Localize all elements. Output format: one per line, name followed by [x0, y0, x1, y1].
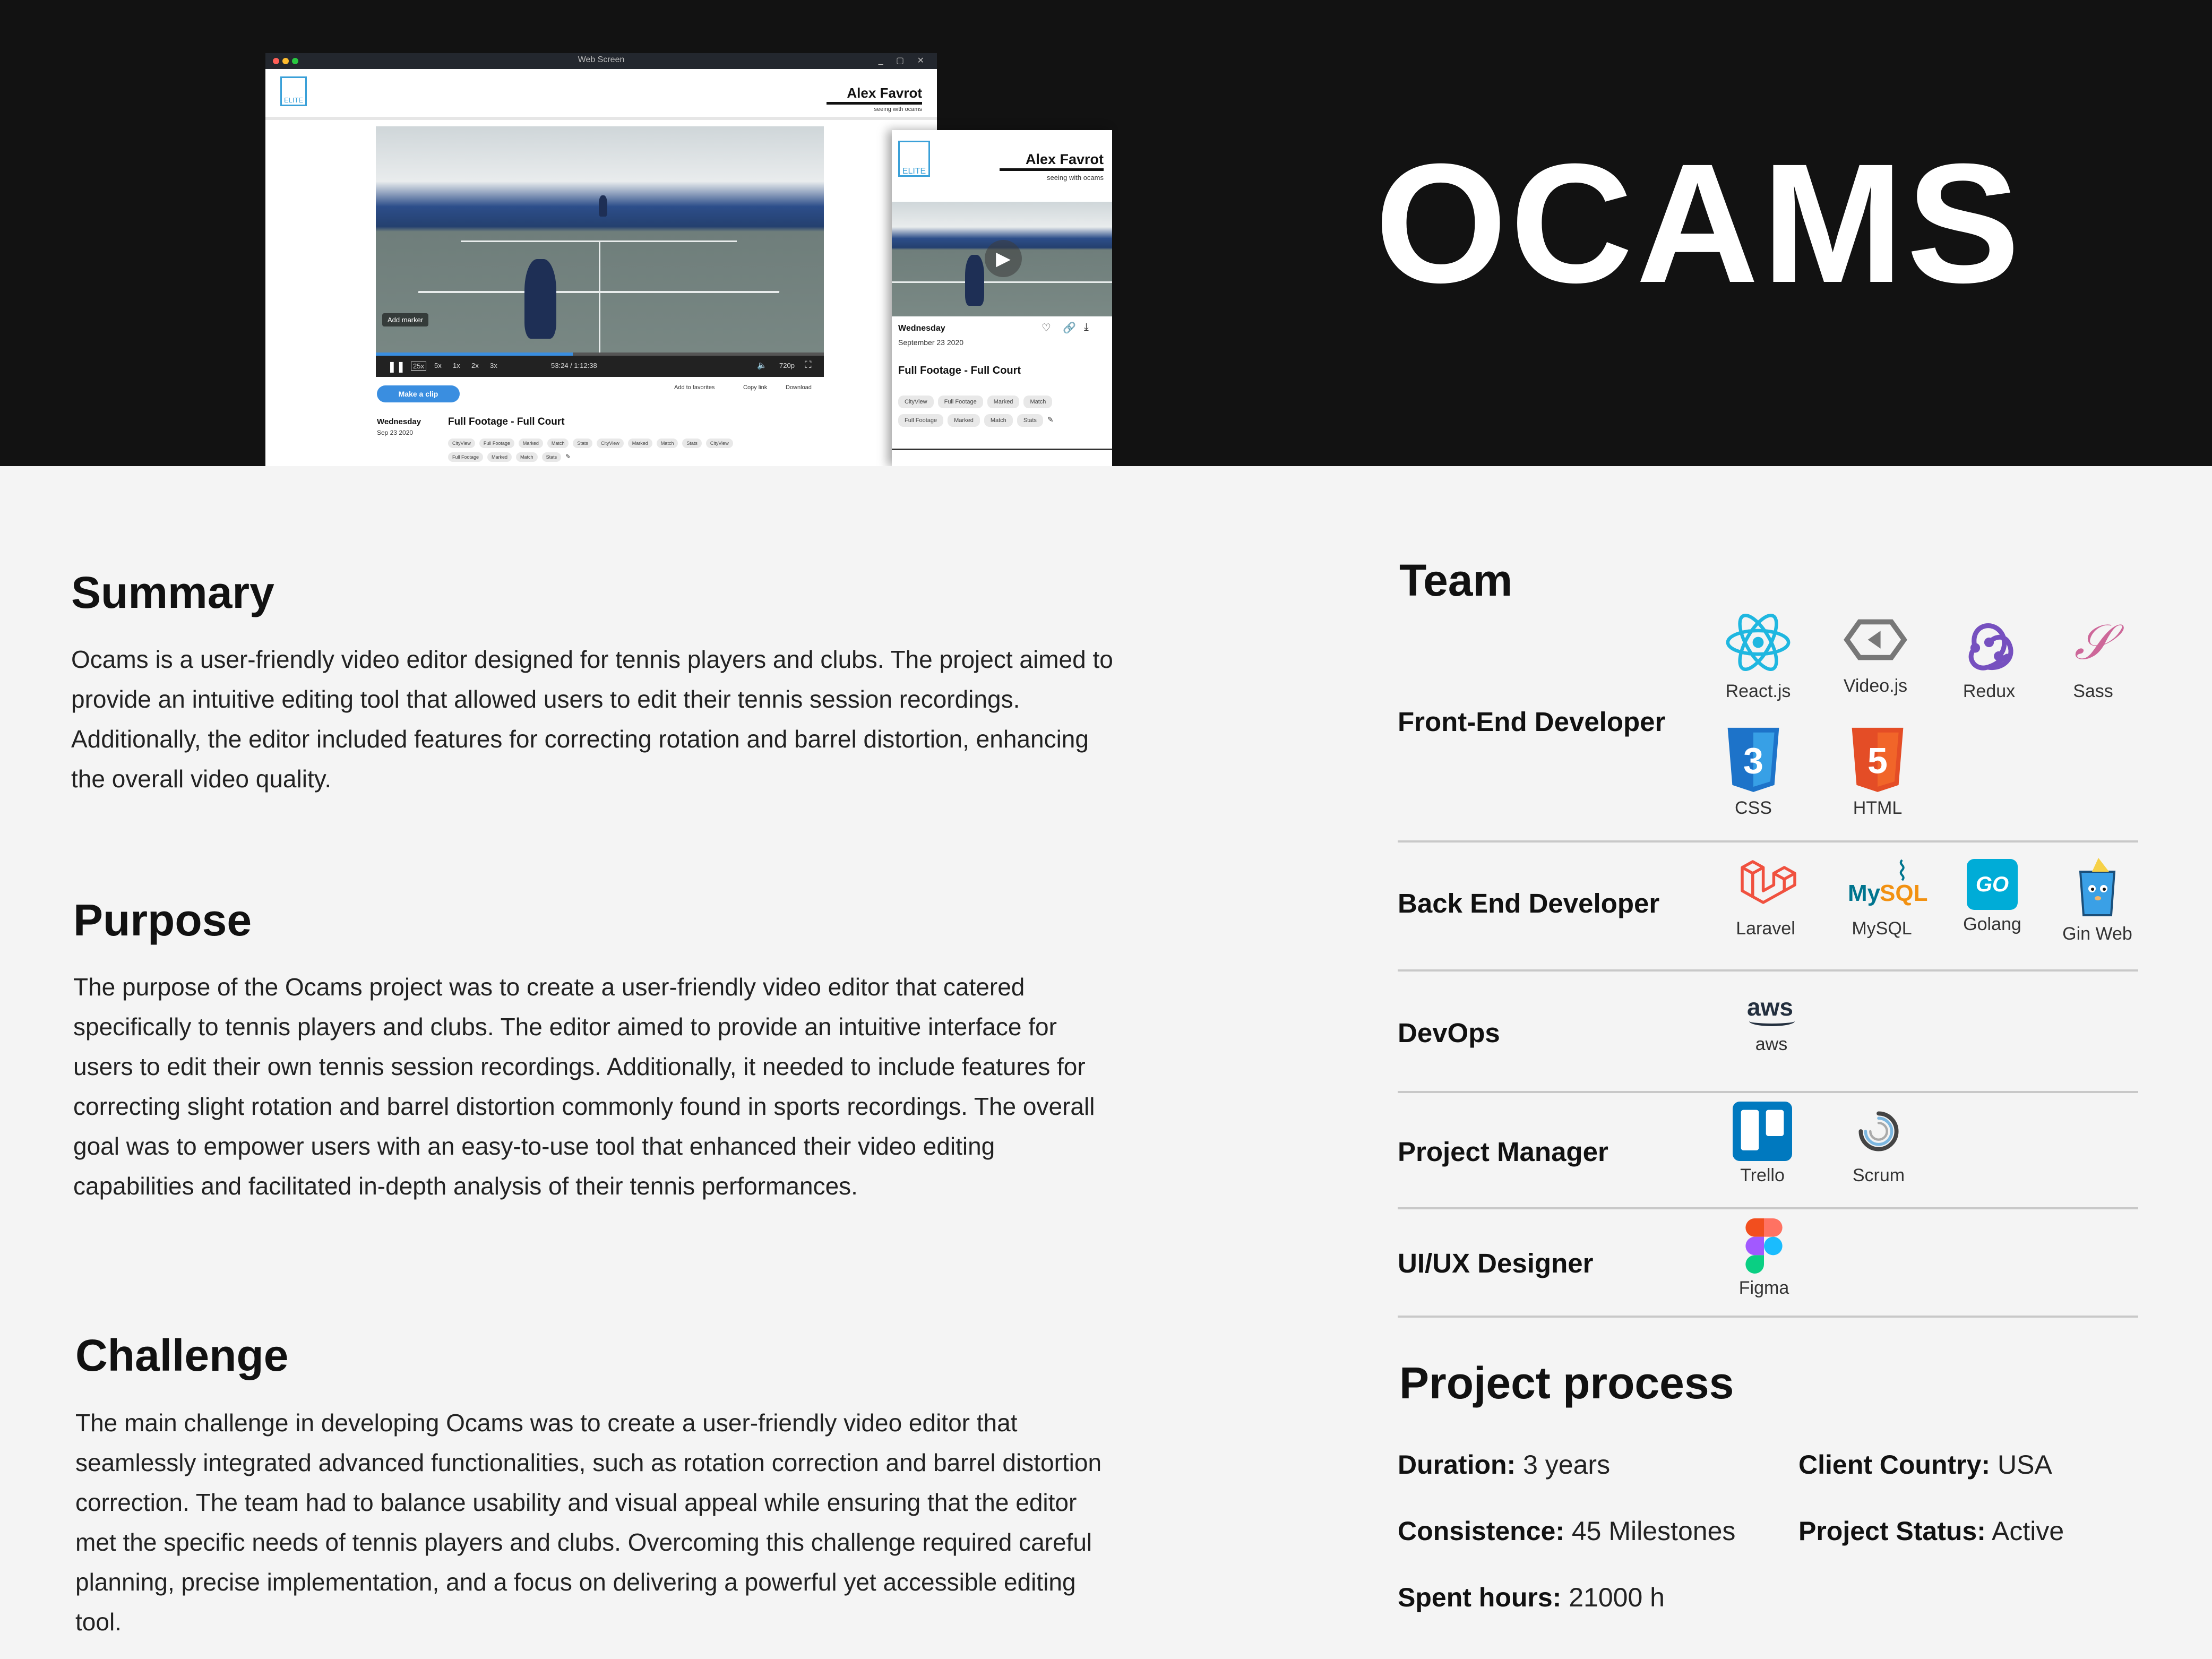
tag[interactable]: Marked	[487, 452, 512, 462]
role-divider	[1398, 1316, 2138, 1318]
tech-item	[1702, 608, 1814, 702]
mobile-mockup	[892, 130, 1112, 466]
tag[interactable]: Full Footage	[448, 452, 483, 462]
tech-label: Golang	[1963, 914, 2021, 934]
video-day: Wednesday	[898, 324, 945, 333]
tech-item	[1820, 608, 1931, 697]
time-display: 53:24 / 1:12:38	[551, 362, 597, 369]
tech-label: React.js	[1725, 681, 1791, 701]
challenge-text	[75, 1403, 1296, 1642]
process-consistence	[1398, 1516, 1735, 1546]
tech-item	[2042, 856, 2153, 944]
figma-icon	[1745, 1218, 1783, 1274]
purpose-line: The purpose of the Ocams project was to create a user-friendly video editor that catered	[73, 973, 1025, 1001]
copy-link-action[interactable]: Copy link	[743, 384, 768, 391]
process-value: Active	[1992, 1516, 2064, 1546]
purpose-text	[73, 967, 1294, 1206]
tag[interactable]: Stats	[573, 439, 592, 448]
purpose-line: users to edit their own tennis session recordings. Additionally, it needed to include features for	[73, 1053, 1086, 1080]
video-player[interactable]	[376, 126, 824, 377]
gin-icon	[2071, 856, 2124, 919]
desktop-header	[265, 69, 937, 120]
purpose-line: goal was to empower users with an easy-to-use tool that enhanced their video editing	[73, 1132, 995, 1160]
svg-text:5: 5	[1867, 741, 1888, 781]
team-heading: Team	[1399, 555, 1513, 605]
speed-option[interactable]: 2x	[471, 362, 479, 369]
process-label: Spent hours:	[1398, 1583, 1562, 1612]
tech-item	[1933, 608, 2045, 702]
process-value: 45 Milestones	[1571, 1516, 1736, 1546]
purpose-line: specifically to tennis players and clubs. The editor aimed to provide an intuitive interface for	[73, 1013, 1057, 1041]
video-date: September 23 2020	[898, 338, 963, 347]
summary-line: provide an intuitive editing tool that allowed users to edit their tennis session recordings.	[71, 685, 1020, 713]
golang-icon: GO	[1967, 859, 2018, 910]
make-clip-button[interactable]: Make a clip	[377, 385, 460, 402]
download-action[interactable]: Download	[786, 384, 812, 391]
process-duration	[1398, 1449, 1610, 1480]
window-controls-icon[interactable]: _ ▢ ✕	[878, 56, 929, 65]
quality-selector[interactable]: 720p	[779, 362, 795, 369]
video-date: Sep 23 2020	[377, 429, 414, 436]
aws-icon: aws	[1740, 993, 1803, 1030]
tag[interactable]: Match	[657, 439, 678, 448]
role-title: Project Manager	[1398, 1137, 1608, 1167]
desktop-mockup	[265, 53, 937, 466]
tech-item	[1707, 1102, 1818, 1186]
process-heading: Project process	[1399, 1358, 1734, 1408]
tag[interactable]: Full Footage	[938, 396, 983, 408]
window-title: Web Screen	[578, 55, 625, 64]
court-line	[892, 281, 1112, 283]
video-title: Full Footage - Full Court	[898, 365, 1021, 376]
scrum-icon	[1848, 1102, 1909, 1161]
process-value: 3 years	[1523, 1450, 1611, 1480]
tech-item	[1823, 1102, 1934, 1186]
challenge-line: planning, precise implementation, and a focus on delivering a powerful yet accessible editing	[75, 1568, 1076, 1596]
tag[interactable]: Marked	[628, 439, 652, 448]
mobile-divider	[892, 449, 1112, 450]
process-label: Consistence:	[1398, 1516, 1564, 1546]
summary-line: the overall video quality.	[71, 765, 332, 793]
role-title: UI/UX Designer	[1398, 1248, 1594, 1278]
add-marker-button[interactable]: Add marker	[382, 313, 428, 326]
project-title: OCAMS	[1375, 128, 2024, 318]
svg-text:3: 3	[1743, 741, 1763, 781]
player-figure	[965, 255, 984, 306]
tag[interactable]: Stats	[682, 439, 702, 448]
challenge-line: seamlessly integrated advanced functionalities, such as rotation correction and barrel distortion	[75, 1449, 1102, 1476]
purpose-line: capabilities and facilitated in-depth analysis of their tennis performances.	[73, 1172, 858, 1200]
tech-label: MySQL	[1852, 918, 1912, 939]
player-figure	[599, 195, 607, 217]
tech-label: Figma	[1738, 1278, 1789, 1298]
role-title: DevOps	[1398, 1018, 1500, 1048]
video-day: Wednesday	[377, 417, 421, 426]
redux-icon	[1955, 608, 2024, 677]
tech-item	[2037, 608, 2149, 702]
role-title: Front-End Developer	[1398, 707, 1666, 737]
tech-item	[1826, 856, 1938, 939]
window-titlebar	[265, 53, 937, 69]
process-label: Duration:	[1398, 1450, 1516, 1480]
tech-item	[1936, 856, 2048, 935]
process-status	[1798, 1516, 2064, 1546]
tech-label: Video.js	[1843, 676, 1908, 696]
desktop-tags-row	[448, 439, 820, 448]
speed-option[interactable]: 1x	[453, 362, 460, 369]
favorite-action[interactable]: Add to favorites	[674, 384, 715, 391]
process-label: Client Country:	[1798, 1450, 1991, 1480]
role-title: Back End Developer	[1398, 888, 1660, 918]
react-icon	[1724, 608, 1793, 677]
tech-label: aws	[1755, 1034, 1788, 1054]
tech-item	[1822, 727, 1933, 819]
tech-label: Laravel	[1736, 918, 1795, 939]
purpose-line: correcting slight rotation and barrel distortion commonly found in sports recordings. The overall	[73, 1093, 1095, 1120]
tech-item	[1698, 727, 1809, 819]
heart-icon[interactable]: ♡	[1042, 322, 1051, 334]
tech-item	[1716, 993, 1827, 1055]
tech-label: Trello	[1740, 1165, 1785, 1185]
tag[interactable]: Stats	[542, 452, 562, 462]
user-subtitle: seeing with ocams	[1047, 174, 1104, 182]
summary-text	[71, 640, 1292, 799]
tag[interactable]: Full Footage	[898, 414, 943, 427]
html5-icon	[1848, 727, 1907, 794]
tech-label: Scrum	[1852, 1165, 1905, 1185]
mobile-tags-row	[898, 414, 1111, 427]
court-line	[599, 240, 600, 357]
process-value: USA	[1998, 1450, 2052, 1480]
speed-option[interactable]: 5x	[434, 362, 442, 369]
process-label: Project Status:	[1798, 1516, 1986, 1546]
trello-icon	[1733, 1102, 1792, 1161]
tech-label: Gin Web	[2062, 924, 2132, 944]
tech-item	[1708, 1218, 1820, 1299]
speed-option[interactable]: 25x	[411, 362, 426, 371]
process-value: 21000 h	[1569, 1583, 1665, 1612]
tag[interactable]: Match	[547, 439, 569, 448]
role-divider	[1398, 840, 2138, 843]
challenge-line: correction. The team had to balance usability and visual appeal while ensuring that the editor	[75, 1489, 1077, 1516]
tag[interactable]: CityView	[706, 439, 733, 448]
user-name: Alex Favrot	[847, 85, 922, 101]
hero-banner	[0, 0, 2212, 466]
challenge-line: tool.	[75, 1608, 122, 1636]
edit-icon[interactable]: ✎	[565, 453, 571, 460]
pause-icon[interactable]: ❚❚	[388, 361, 406, 373]
speed-option[interactable]: 3x	[490, 362, 497, 369]
tag[interactable]: Match	[984, 414, 1013, 427]
tag[interactable]: Marked	[987, 396, 1020, 408]
role-divider	[1398, 1091, 2138, 1093]
sass-icon: 𝒮	[2074, 614, 2112, 671]
tech-label: HTML	[1853, 798, 1903, 818]
tag[interactable]: Match	[516, 452, 538, 462]
elite-logo: ELITE	[898, 141, 930, 177]
tag[interactable]: Full Footage	[479, 439, 514, 448]
elite-logo: ELITE	[280, 76, 307, 106]
play-icon[interactable]: ▶	[985, 240, 1022, 277]
mobile-tags-row	[898, 396, 1111, 408]
video-controls	[376, 356, 824, 377]
role-divider	[1398, 969, 2138, 972]
tech-label: Sass	[2073, 681, 2113, 701]
summary-line: Ocams is a user-friendly video editor designed for tennis players and clubs. The project aimed to	[71, 646, 1113, 673]
challenge-line: met the specific needs of tennis players and clubs. Overcoming this challenge required careful	[75, 1528, 1092, 1556]
tag[interactable]: Marked	[519, 439, 543, 448]
tag[interactable]: Stats	[1017, 414, 1043, 427]
process-spent-hours	[1398, 1582, 1665, 1613]
user-underline	[1000, 168, 1104, 171]
volume-icon[interactable]: 🔈	[757, 361, 767, 370]
desktop-tags-row	[448, 452, 820, 462]
challenge-heading: Challenge	[75, 1330, 289, 1380]
tag[interactable]: CityView	[448, 439, 475, 448]
process-client-country	[1798, 1449, 2052, 1480]
download-icon[interactable]: ⤓	[1084, 321, 1089, 333]
challenge-line: The main challenge in developing Ocams was to create a user-friendly video editor that	[75, 1409, 1018, 1437]
link-icon[interactable]: 🔗	[1063, 322, 1076, 334]
edit-icon[interactable]: ✎	[1047, 415, 1054, 424]
video-title: Full Footage - Full Court	[448, 416, 565, 427]
tech-label: Redux	[1963, 681, 2016, 701]
mysql-icon: My SQL ⌇	[1848, 856, 1928, 906]
videojs-icon	[1841, 608, 1910, 672]
laravel-icon	[1734, 856, 1797, 914]
user-name: Alex Favrot	[1025, 151, 1104, 167]
player-figure	[524, 259, 556, 339]
user-underline	[827, 102, 922, 105]
tag[interactable]: CityView	[597, 439, 624, 448]
css3-icon	[1724, 727, 1783, 794]
user-subtitle: seeing with ocams	[874, 106, 922, 113]
summary-line: Additionally, the editor included features for correcting rotation and barrel distortion, enhancing	[71, 725, 1089, 753]
purpose-heading: Purpose	[73, 895, 252, 945]
tech-item	[1710, 856, 1821, 939]
mobile-video-player[interactable]	[892, 202, 1112, 316]
tag[interactable]: Marked	[948, 414, 980, 427]
summary-heading: Summary	[71, 568, 274, 617]
role-divider	[1398, 1207, 2138, 1209]
fullscreen-icon[interactable]: ⛶	[805, 359, 812, 370]
tag[interactable]: Match	[1023, 396, 1052, 408]
tag[interactable]: CityView	[898, 396, 934, 408]
tech-label: CSS	[1735, 798, 1772, 818]
